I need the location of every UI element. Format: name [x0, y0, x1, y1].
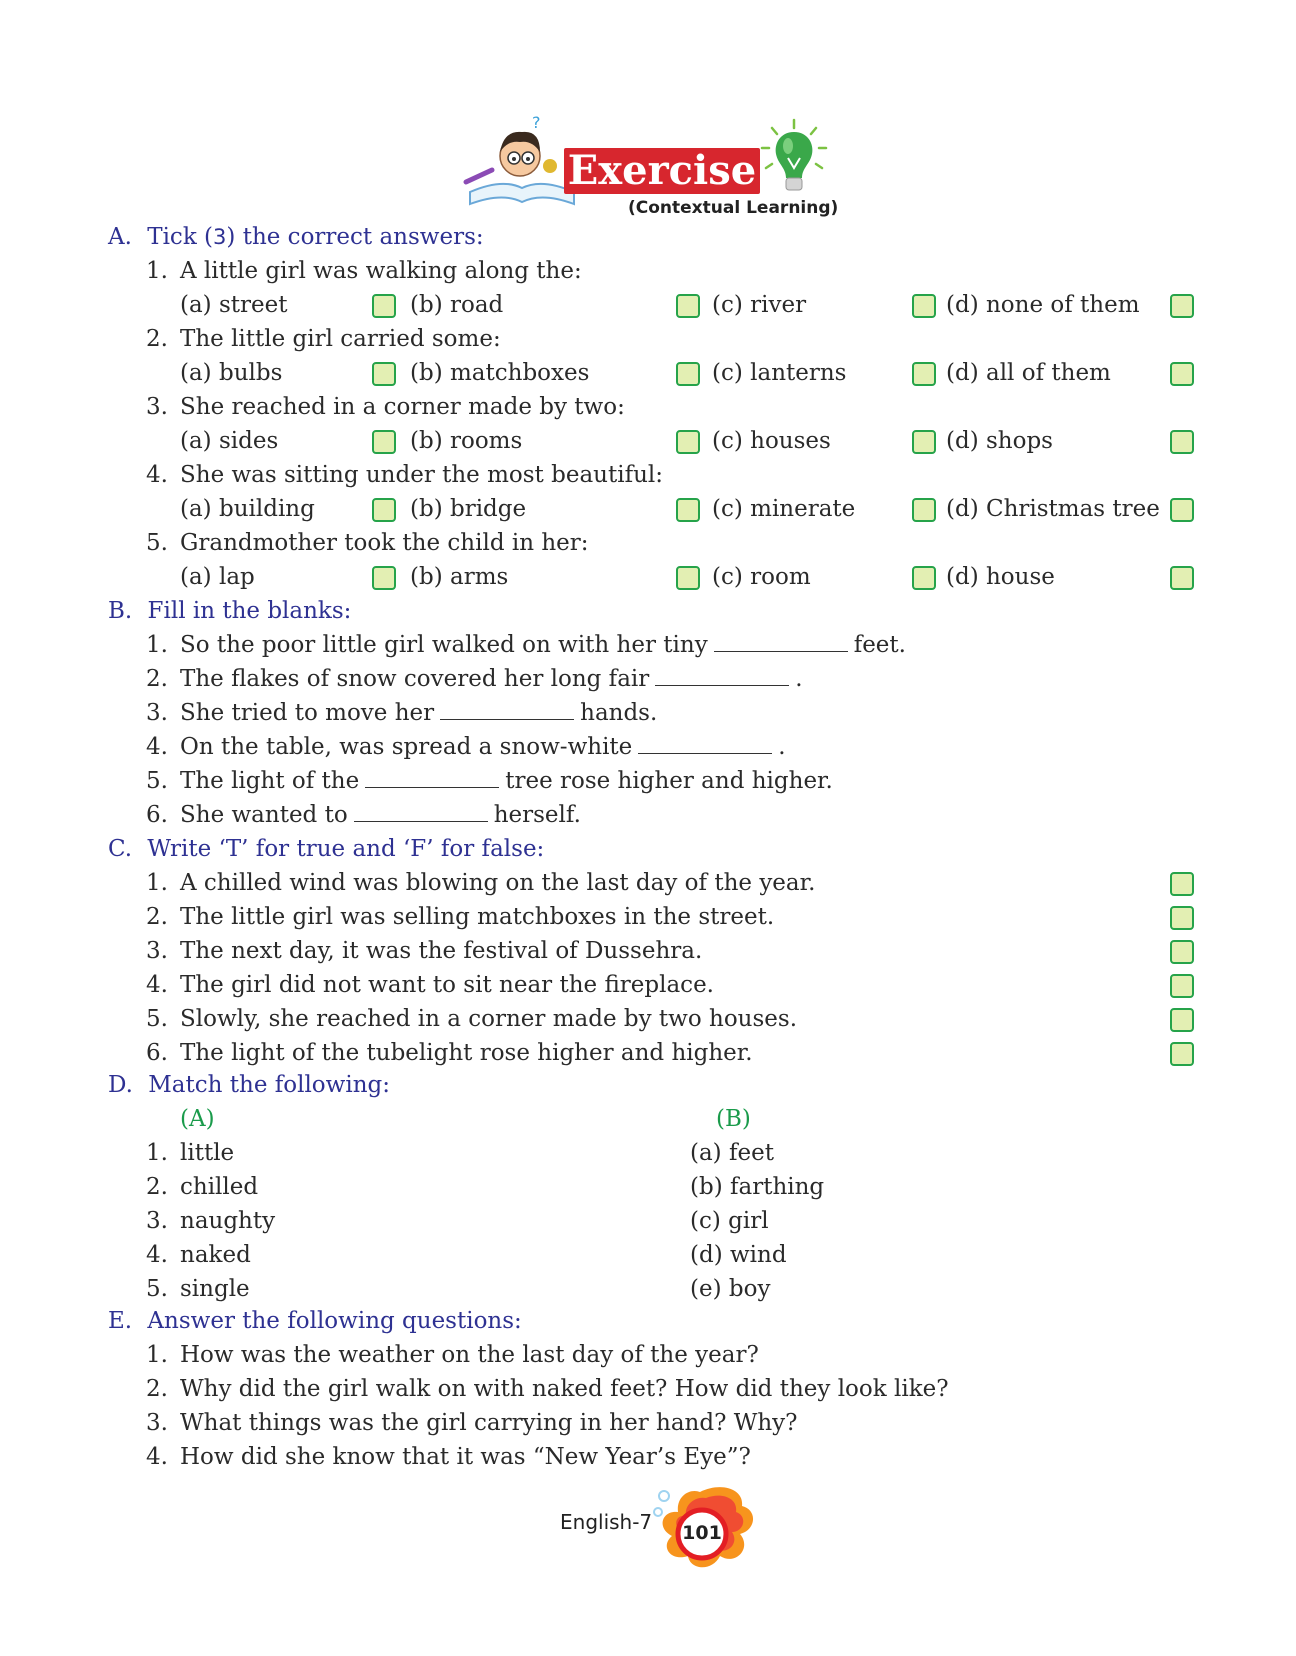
sentence-before: So the poor little girl walked on with her tiny — [180, 632, 708, 658]
tick-checkbox[interactable] — [912, 294, 936, 318]
section-c-title: Write ‘T’ for true and ‘F’ for false: — [147, 836, 545, 862]
option-label: (d) none of them — [946, 292, 1140, 318]
option-label: (d) house — [946, 564, 1055, 590]
item-number: 1. — [146, 870, 168, 896]
sentence-after: . — [778, 734, 786, 760]
option-label: (b) matchboxes — [410, 360, 590, 386]
sentence-after: . — [795, 666, 803, 692]
item-number: 4. — [146, 1242, 168, 1268]
tick-checkbox[interactable] — [912, 362, 936, 386]
tick-checkbox[interactable] — [676, 430, 700, 454]
page-number-badge — [640, 1482, 760, 1574]
statement-text: The girl did not want to sit near the fireplace. — [180, 972, 714, 998]
true-false-box[interactable] — [1170, 872, 1194, 896]
tick-checkbox[interactable] — [1170, 430, 1194, 454]
exercise-subtitle: (Contextual Learning) — [628, 198, 839, 218]
section-a-title-post: ) the correct answers: — [226, 224, 484, 250]
tick-checkbox[interactable] — [372, 498, 396, 522]
tick-checkbox[interactable] — [1170, 498, 1194, 522]
tick-checkbox[interactable] — [1170, 566, 1194, 590]
option-label: (b) bridge — [410, 496, 527, 522]
question-text: What things was the girl carrying in her hand? Why? — [180, 1410, 798, 1436]
match-right-word: (c) girl — [690, 1208, 769, 1234]
option-label: (d) Christmas tree — [946, 496, 1160, 522]
item-number: 6. — [146, 802, 168, 828]
option-label: (a) building — [180, 496, 315, 522]
question-number: 4. — [146, 462, 168, 488]
match-right-word: (b) farthing — [690, 1174, 825, 1200]
item-number: 5. — [146, 1006, 168, 1032]
option-label: (a) lap — [180, 564, 255, 590]
section-b-letter: B. — [108, 598, 133, 624]
option-label: (a) bulbs — [180, 360, 283, 386]
true-false-box[interactable] — [1170, 906, 1194, 930]
tick-checkbox[interactable] — [676, 362, 700, 386]
match-left-word: little — [180, 1140, 235, 1166]
tick-checkbox[interactable] — [912, 430, 936, 454]
item-number: 4. — [146, 972, 168, 998]
statement-text: Slowly, she reached in a corner made by two houses. — [180, 1006, 798, 1032]
item-number: 2. — [146, 666, 168, 692]
section-a-title-mark: 3 — [213, 225, 227, 249]
item-number: 4. — [146, 734, 168, 760]
column-a-header: (A) — [180, 1106, 215, 1132]
fill-blank-sentence — [180, 800, 581, 830]
tick-checkbox[interactable] — [912, 566, 936, 590]
question-text: The little girl carried some: — [180, 326, 501, 352]
tick-checkbox[interactable] — [372, 430, 396, 454]
option-label: (b) road — [410, 292, 504, 318]
fill-blank-sentence — [180, 664, 803, 694]
section-d-title: Match the following: — [148, 1072, 390, 1098]
true-false-box[interactable] — [1170, 940, 1194, 964]
tick-checkbox[interactable] — [676, 498, 700, 522]
section-a-title-pre: Tick ( — [147, 224, 214, 250]
sentence-after: herself. — [493, 802, 581, 828]
option-label: (c) lanterns — [712, 360, 847, 386]
sentence-before: She tried to move her — [180, 700, 435, 726]
question-text: Why did the girl walk on with naked feet? How did they look like? — [180, 1376, 949, 1402]
fill-blank-sentence — [180, 698, 657, 728]
section-b-title: Fill in the blanks: — [147, 598, 352, 624]
match-right-word: (e) boy — [690, 1276, 771, 1302]
question-text: Grandmother took the child in her: — [180, 530, 589, 556]
fill-blank-sentence — [180, 630, 906, 660]
section-c-heading — [108, 834, 544, 864]
page-number: 101 — [682, 1522, 722, 1544]
section-a-letter: A. — [108, 224, 132, 250]
statement-text: The next day, it was the festival of Dussehra. — [180, 938, 703, 964]
section-d-letter: D. — [108, 1072, 133, 1098]
blank-field[interactable] — [440, 699, 574, 720]
sentence-before: The flakes of snow covered her long fair — [180, 666, 650, 692]
match-left-word: chilled — [180, 1174, 259, 1200]
exercise-title: Exercise — [567, 147, 757, 194]
sentence-before: The light of the — [180, 768, 360, 794]
tick-checkbox[interactable] — [1170, 294, 1194, 318]
item-number: 1. — [146, 1140, 168, 1166]
option-label: (b) rooms — [410, 428, 523, 454]
true-false-box[interactable] — [1170, 974, 1194, 998]
question-text: A little girl was walking along the: — [180, 258, 582, 284]
option-label: (a) street — [180, 292, 288, 318]
section-c-letter: C. — [108, 836, 133, 862]
option-label: (c) room — [712, 564, 811, 590]
column-b-header: (B) — [716, 1106, 751, 1132]
tick-checkbox[interactable] — [372, 566, 396, 590]
option-label: (d) shops — [946, 428, 1053, 454]
item-number: 5. — [146, 768, 168, 794]
item-number: 2. — [146, 904, 168, 930]
item-number: 1. — [146, 632, 168, 658]
match-right-word: (a) feet — [690, 1140, 774, 1166]
question-number: 5. — [146, 530, 168, 556]
blank-field[interactable] — [365, 767, 499, 788]
question-text: She reached in a corner made by two: — [180, 394, 625, 420]
statement-text: The little girl was selling matchboxes in the street. — [180, 904, 775, 930]
question-text: How was the weather on the last day of the year? — [180, 1342, 759, 1368]
lightbulb-icon — [758, 118, 830, 198]
item-number: 3. — [146, 700, 168, 726]
item-number: 5. — [146, 1276, 168, 1302]
footer-book-label: English-7 — [560, 1510, 653, 1534]
question-number: 1. — [146, 1342, 168, 1368]
item-number: 3. — [146, 1208, 168, 1234]
blank-field[interactable] — [638, 733, 772, 754]
blank-field[interactable] — [655, 665, 789, 686]
svg-text:?: ? — [532, 113, 541, 132]
section-a-heading — [108, 222, 484, 252]
section-e-title: Answer the following questions: — [147, 1308, 522, 1334]
sentence-before: On the table, was spread a snow-white — [180, 734, 633, 760]
section-b-heading — [108, 596, 351, 626]
statement-text: The light of the tubelight rose higher and higher. — [180, 1040, 753, 1066]
question-number: 1. — [146, 258, 168, 284]
match-left-word: single — [180, 1276, 250, 1302]
match-left-word: naughty — [180, 1208, 276, 1234]
question-text: How did she know that it was “New Year’s Eye”? — [180, 1444, 751, 1470]
tick-checkbox[interactable] — [1170, 362, 1194, 386]
section-e-heading — [108, 1306, 522, 1336]
tick-checkbox[interactable] — [372, 294, 396, 318]
option-label: (c) houses — [712, 428, 831, 454]
tick-checkbox[interactable] — [676, 294, 700, 318]
question-number: 4. — [146, 1444, 168, 1470]
question-number: 2. — [146, 326, 168, 352]
section-e-letter: E. — [108, 1308, 133, 1334]
bulb-illustration — [758, 118, 830, 198]
section-d-heading — [108, 1070, 390, 1100]
sentence-after: tree rose higher and higher. — [505, 768, 833, 794]
option-label: (b) arms — [410, 564, 509, 590]
true-false-box[interactable] — [1170, 1042, 1194, 1066]
item-number: 3. — [146, 938, 168, 964]
option-label: (c) river — [712, 292, 807, 318]
match-left-word: naked — [180, 1242, 251, 1268]
sentence-after: feet. — [853, 632, 906, 658]
option-label: (c) minerate — [712, 496, 856, 522]
item-number: 6. — [146, 1040, 168, 1066]
question-number: 2. — [146, 1376, 168, 1402]
sentence-after: hands. — [580, 700, 658, 726]
blank-field[interactable] — [714, 631, 848, 652]
item-number: 2. — [146, 1174, 168, 1200]
question-number: 3. — [146, 1410, 168, 1436]
fill-blank-sentence — [180, 732, 786, 762]
option-label: (a) sides — [180, 428, 279, 454]
tick-checkbox[interactable] — [372, 362, 396, 386]
question-text: She was sitting under the most beautiful: — [180, 462, 663, 488]
statement-text: A chilled wind was blowing on the last day of the year. — [180, 870, 816, 896]
exercise-title-banner — [564, 148, 760, 194]
fill-blank-sentence — [180, 766, 833, 796]
true-false-box[interactable] — [1170, 1008, 1194, 1032]
sentence-before: She wanted to — [180, 802, 348, 828]
tick-checkbox[interactable] — [676, 566, 700, 590]
option-label: (d) all of them — [946, 360, 1111, 386]
question-number: 3. — [146, 394, 168, 420]
blank-field[interactable] — [354, 801, 488, 822]
match-right-word: (d) wind — [690, 1242, 787, 1268]
tick-checkbox[interactable] — [912, 498, 936, 522]
